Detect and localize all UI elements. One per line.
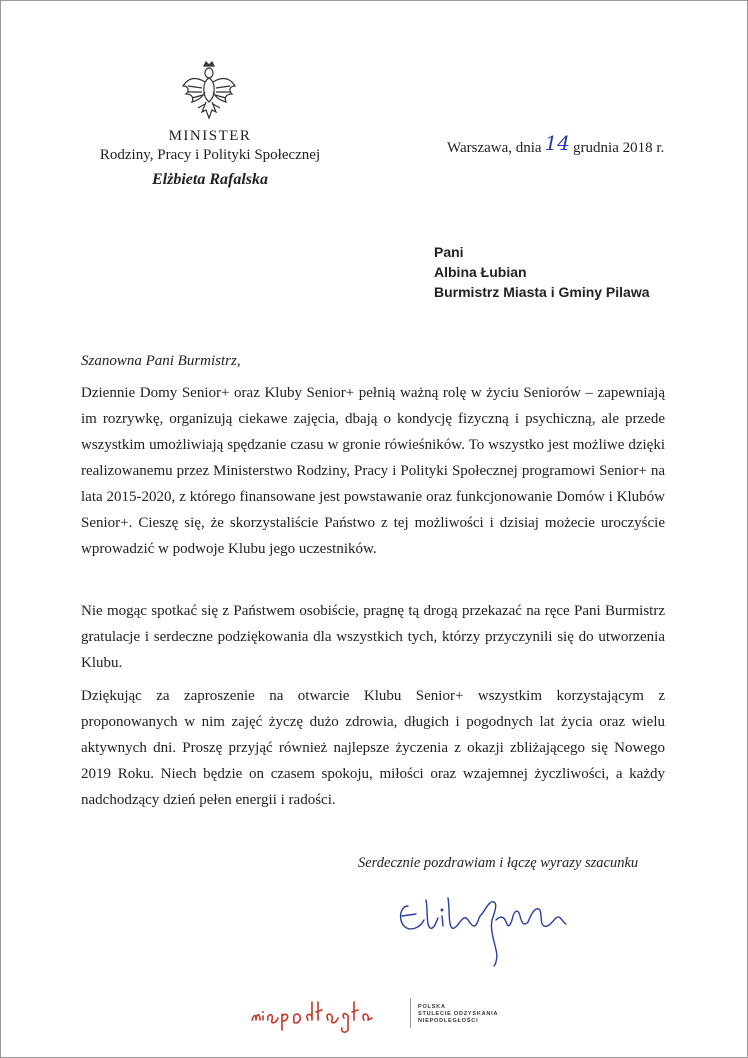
paragraph-3: Dziękując za zaproszenie na otwarcie Klubu Senior+ wszystkim korzystającym z proponowanych w nim zajęć życzę dużo zdrowia, długich i pogodnych lat życia oraz wielu aktywnych dni. Proszę przyjąć również najlepsze życzenia z okazji zbliżającego się Nowego 2019 Roku. Niech będzie on czasem spokoju, miłości oraz wzajemnej życzliwości, a każdy nadchodzący dzień pełen energii i radości.: [81, 688, 665, 808]
closing-line: Serdecznie pozdrawiam i łączę wyrazy szacunku: [358, 855, 639, 871]
recipient-line-2: Albina Łubian: [434, 264, 527, 280]
salutation: Szanowna Pani Burmistrz,: [81, 353, 241, 369]
paragraph-2: Nie mogąc spotkać się z Państwem osobiście, pragnę tą drogą przekazać na ręce Pani Burmistrz gratulacje i serdeczne podziękowania dla wszystkich tych, którzy przyczynili się do utworzenia Klubu.: [81, 603, 665, 671]
polish-eagle-emblem-icon: [180, 60, 238, 124]
recipient-line-3: Burmistrz Miasta i Gminy Pilawa: [434, 284, 650, 300]
logo-text-line-3: NIEPODLEGŁOŚCI: [418, 1018, 479, 1024]
handwritten-signature: [390, 880, 590, 970]
header-name: Elżbieta Rafalska: [151, 171, 268, 188]
place-date-suffix: grudnia 2018 r.: [573, 140, 665, 156]
header-title: MINISTER: [168, 128, 252, 144]
paragraph-1: Dziennie Domy Senior+ oraz Kluby Senior+ pełnią ważną rolę w życiu Seniorów – zapewniają im rozrywkę, organizują ciekawe zajęcia, dbają o kondycję fizyczną i psychiczną, ale przede wszystkim umożliwiają spędzanie czasu w gronie rówieśników. To wszystko jest możliwe dzięki realizowanemu przez Ministerstwo Rodziny, Pracy i Polityki Społecznej programowi Senior+ na lata 2015-2020, z którego finansowane jest powstawanie oraz funkcjonowanie Domów i Klubów Senior+. Cieszę się, że skorzystaliście Państwo z tej możliwości i dzisiaj możecie uroczyście wprowadzić w podwoje Klubu jego uczestników.: [81, 385, 665, 557]
header-subtitle: Rodziny, Pracy i Polityki Społecznej: [99, 147, 321, 163]
logo-text-line-2: STULECIE ODZYSKANIA: [418, 1011, 499, 1017]
logo-text-line-1: POLSKA: [418, 1004, 446, 1010]
place-date-prefix: Warszawa, dnia: [447, 140, 542, 156]
recipient-line-1: Pani: [434, 244, 464, 260]
handwritten-day: 14: [544, 131, 571, 155]
logo-divider: [410, 998, 411, 1028]
place-date: [447, 133, 664, 157]
